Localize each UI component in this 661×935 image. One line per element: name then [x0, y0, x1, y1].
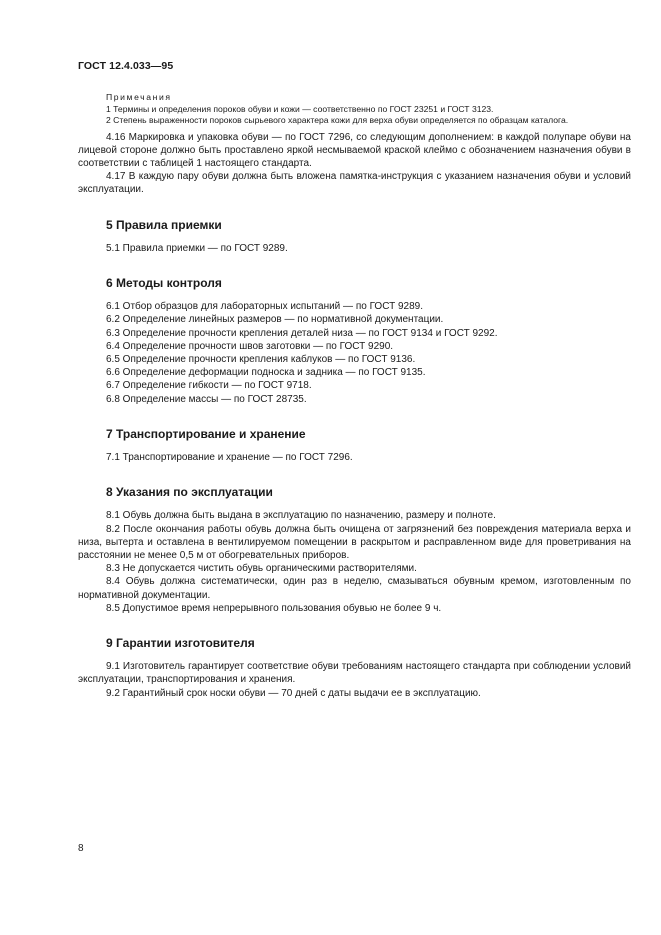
clause: 8.4 Обувь должна систематически, один раз в неделю, смазываться обувным кремом, изготовленным по нормативной документации.	[78, 576, 631, 601]
clause: 5.1 Правила приемки — по ГОСТ 9289.	[106, 242, 288, 254]
clause: 6.8 Определение массы — по ГОСТ 28735.	[106, 393, 307, 405]
document-body	[78, 92, 631, 700]
section-heading: 7 Транспортирование и хранение	[106, 426, 306, 441]
clause: 8.3 Не допускается чистить обувь органическими растворителями.	[106, 563, 417, 575]
clause: 8.1 Обувь должна быть выдана в эксплуатацию по назначению, размеру и полноте.	[106, 510, 496, 522]
section-heading: 6 Методы контроля	[106, 275, 222, 290]
note-item: 1 Термины и определения пороков обуви и кожи — соответственно по ГОСТ 23251 и ГОСТ 3123.	[106, 103, 494, 114]
clause: 6.2 Определение линейных размеров — по нормативной документации.	[106, 314, 444, 326]
clause-4-17: 4.17 В каждую пару обуви должна быть вложена памятка-инструкция с указанием назначения обуви и условий эксплуатации.	[78, 171, 631, 196]
clause-4-16: 4.16 Маркировка и упаковка обуви — по ГОСТ 7296, со следующим дополнением: в каждой полупаре обуви на лицевой стороне должно быть проставлено яркой несмываемой краской клеймо с обозначением назначения обуви в соответствии с таблицей 1 настоящего стандарта.	[78, 131, 631, 169]
section-heading: 8 Указания по эксплуатации	[106, 485, 273, 500]
clause: 9.2 Гарантийный срок носки обуви — 70 дней с даты выдачи ее в эксплуатацию.	[106, 687, 481, 699]
section-heading: 5 Правила приемки	[106, 217, 222, 232]
notes-title: Примечания	[106, 92, 172, 102]
clause: 7.1 Транспортирование и хранение — по ГОСТ 7296.	[106, 451, 353, 463]
section-heading: 9 Гарантии изготовителя	[106, 635, 255, 650]
clause: 8.2 После окончания работы обувь должна быть очищена от загрязнений без повреждения материала верха и низа, вытерта и оставлена в вентилируемом помещении в раскрытом и расправленном виде для проветривания на расстоянии не менее 0,5 м от обогревательных приборов.	[78, 523, 631, 561]
clause: 6.1 Отбор образцов для лабораторных испытаний — по ГОСТ 9289.	[106, 301, 424, 313]
clause: 6.6 Определение деформации подноска и задника — по ГОСТ 9135.	[106, 367, 426, 379]
clause: 6.4 Определение прочности швов заготовки — по ГОСТ 9290.	[106, 340, 394, 352]
notes-block	[78, 92, 631, 127]
clause: 6.7 Определение гибкости — по ГОСТ 9718.	[106, 380, 312, 392]
clause: 6.3 Определение прочности крепления деталей низа — по ГОСТ 9134 и ГОСТ 9292.	[106, 327, 498, 339]
clause: 8.5 Допустимое время непрерывного пользования обувью не более 9 ч.	[106, 602, 442, 614]
document-header: ГОСТ 12.4.033—95	[78, 60, 174, 72]
clause: 6.5 Определение прочности крепления каблуков — по ГОСТ 9136.	[106, 353, 416, 365]
note-item: 2 Степень выраженности пороков сырьевого характера кожи для верха обуви определяется по образцам каталога.	[106, 115, 569, 125]
page-number: 8	[78, 843, 84, 854]
clause: 9.1 Изготовитель гарантирует соответствие обуви требованиям настоящего стандарта при соблюдении условий эксплуатации, транспортирования и хранения.	[78, 661, 631, 686]
